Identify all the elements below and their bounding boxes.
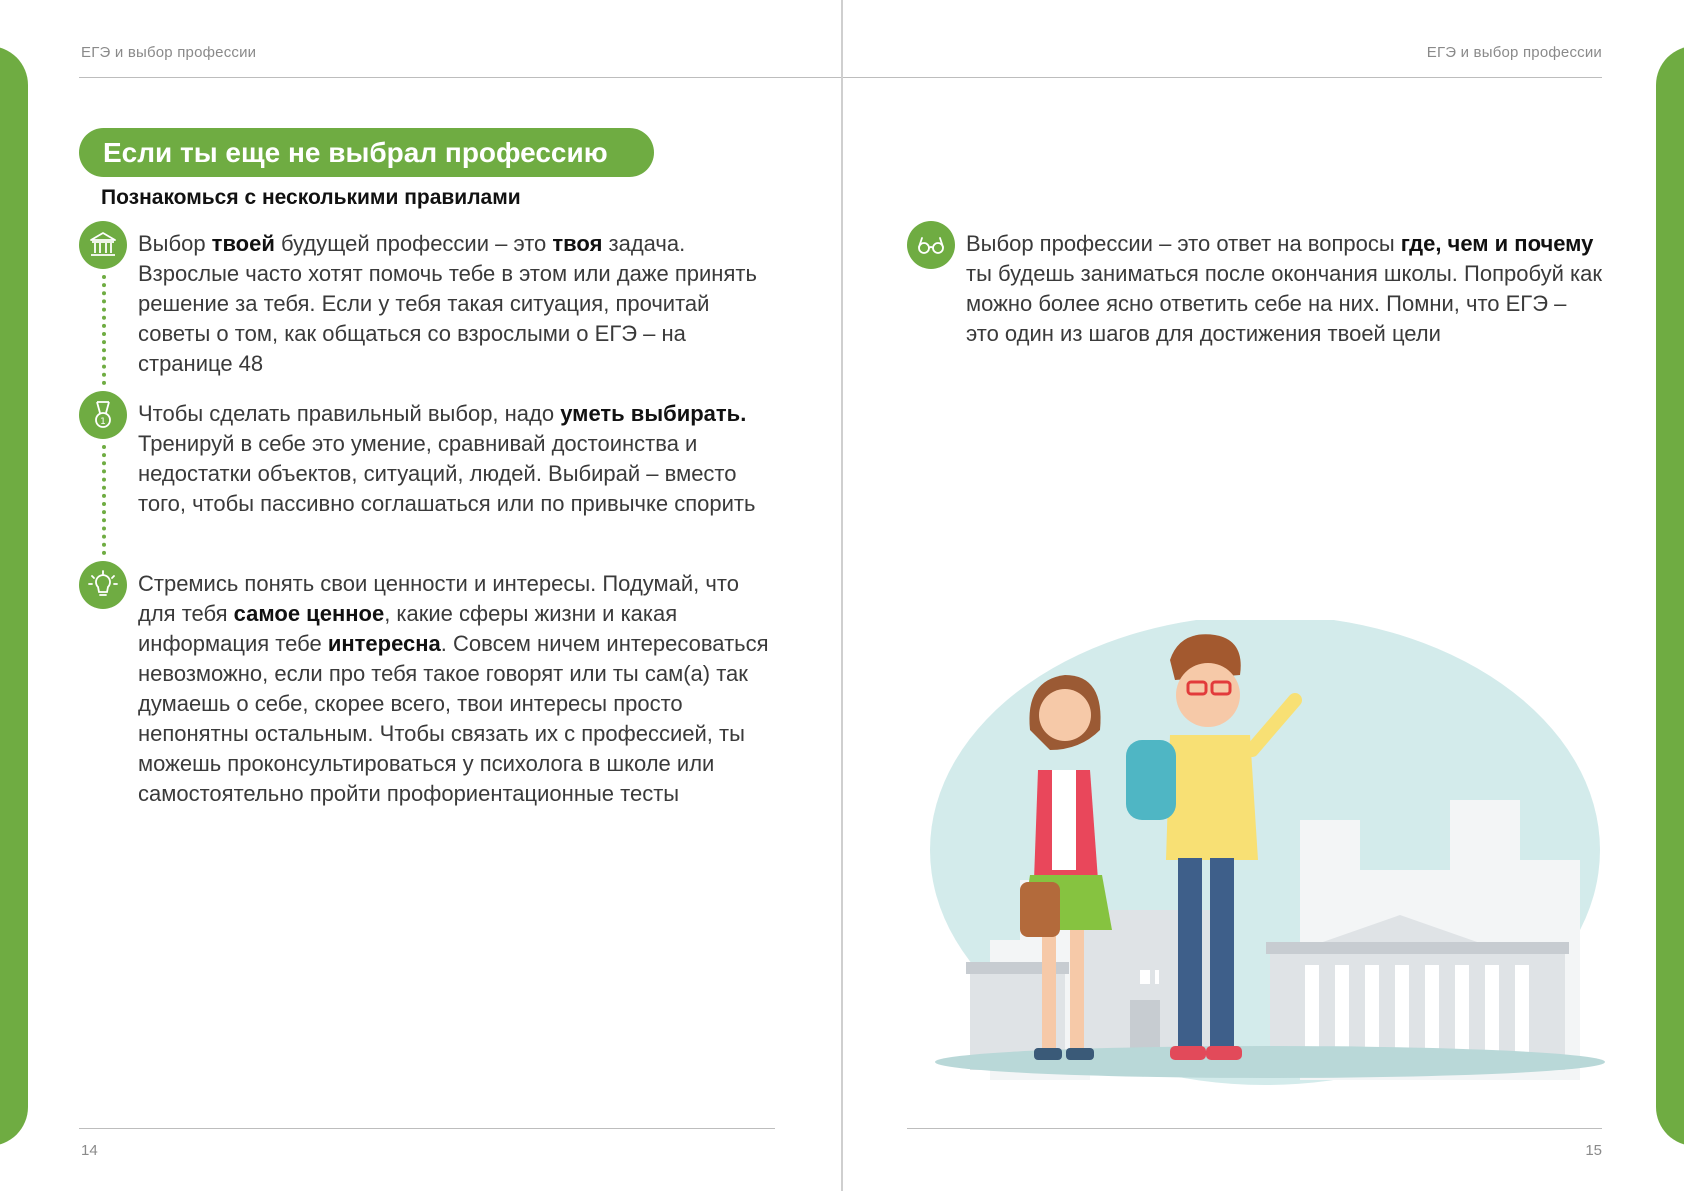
left-header-rule bbox=[79, 77, 841, 78]
right-header-rule bbox=[843, 77, 1602, 78]
rule-connector bbox=[102, 445, 106, 555]
medal-icon bbox=[79, 391, 127, 439]
lightbulb-icon bbox=[79, 561, 127, 609]
rule-1-text: Выбор твоей будущей профессии – это твоя задача. Взрослые часто хотят помочь тебе в этом или даже принять решение за тебя. Если у тебя такая ситуация, прочитай советы о том, как общаться со взрослыми о ЕГЭ – на странице 48 bbox=[138, 231, 757, 376]
right-running-head: ЕГЭ и выбор профессии bbox=[1426, 44, 1602, 61]
right-page-number: 15 bbox=[1585, 1142, 1602, 1159]
left-running-head: ЕГЭ и выбор профессии bbox=[81, 44, 257, 61]
right-rule-text: Выбор профессии – это ответ на вопросы где, чем и почему ты будешь заниматься после окончания школы. Попробуй как можно более ясно ответить себе на них. Помни, что ЕГЭ – это один из шагов для достижения твоей цели bbox=[966, 231, 1602, 346]
section-subtitle: Познакомься с несколькими правилами bbox=[101, 186, 521, 209]
left-edge-tab bbox=[0, 46, 28, 1146]
students-city-illustration bbox=[930, 620, 1610, 1090]
svg-text:1: 1 bbox=[100, 417, 106, 427]
page-spine bbox=[841, 0, 843, 1191]
rule-2-text: Чтобы сделать правильный выбор, надо уметь выбирать. Тренируй в себе это умение, сравнивай достоинства и недостатки объектов, ситуаций, людей. Выбирай – вместо того, чтобы пассивно соглашаться или по привычке спорить bbox=[138, 401, 756, 516]
section-title: Если ты еще не выбрал профессию bbox=[79, 128, 654, 177]
glasses-icon bbox=[907, 221, 955, 269]
left-footer-rule bbox=[79, 1128, 775, 1129]
rule-3-text: Стремись понять свои ценности и интересы. Подумай, что для тебя самое ценное, какие сферы жизни и какая информация тебе интересна. Совсем ничем интересоваться невозможно, если про тебя такое говорят или ты сам(а) так думаешь о себе, скорее всего, твои интересы просто непонятны остальным. Чтобы связать их с профессией, ты можешь проконсультироваться у психолога в школе или самостоятельно пройти профориентационные тесты bbox=[138, 571, 769, 806]
rule-connector bbox=[102, 275, 106, 385]
right-edge-tab bbox=[1656, 46, 1684, 1146]
bank-building-icon bbox=[79, 221, 127, 269]
right-footer-rule bbox=[907, 1128, 1602, 1129]
left-page-number: 14 bbox=[81, 1142, 98, 1159]
